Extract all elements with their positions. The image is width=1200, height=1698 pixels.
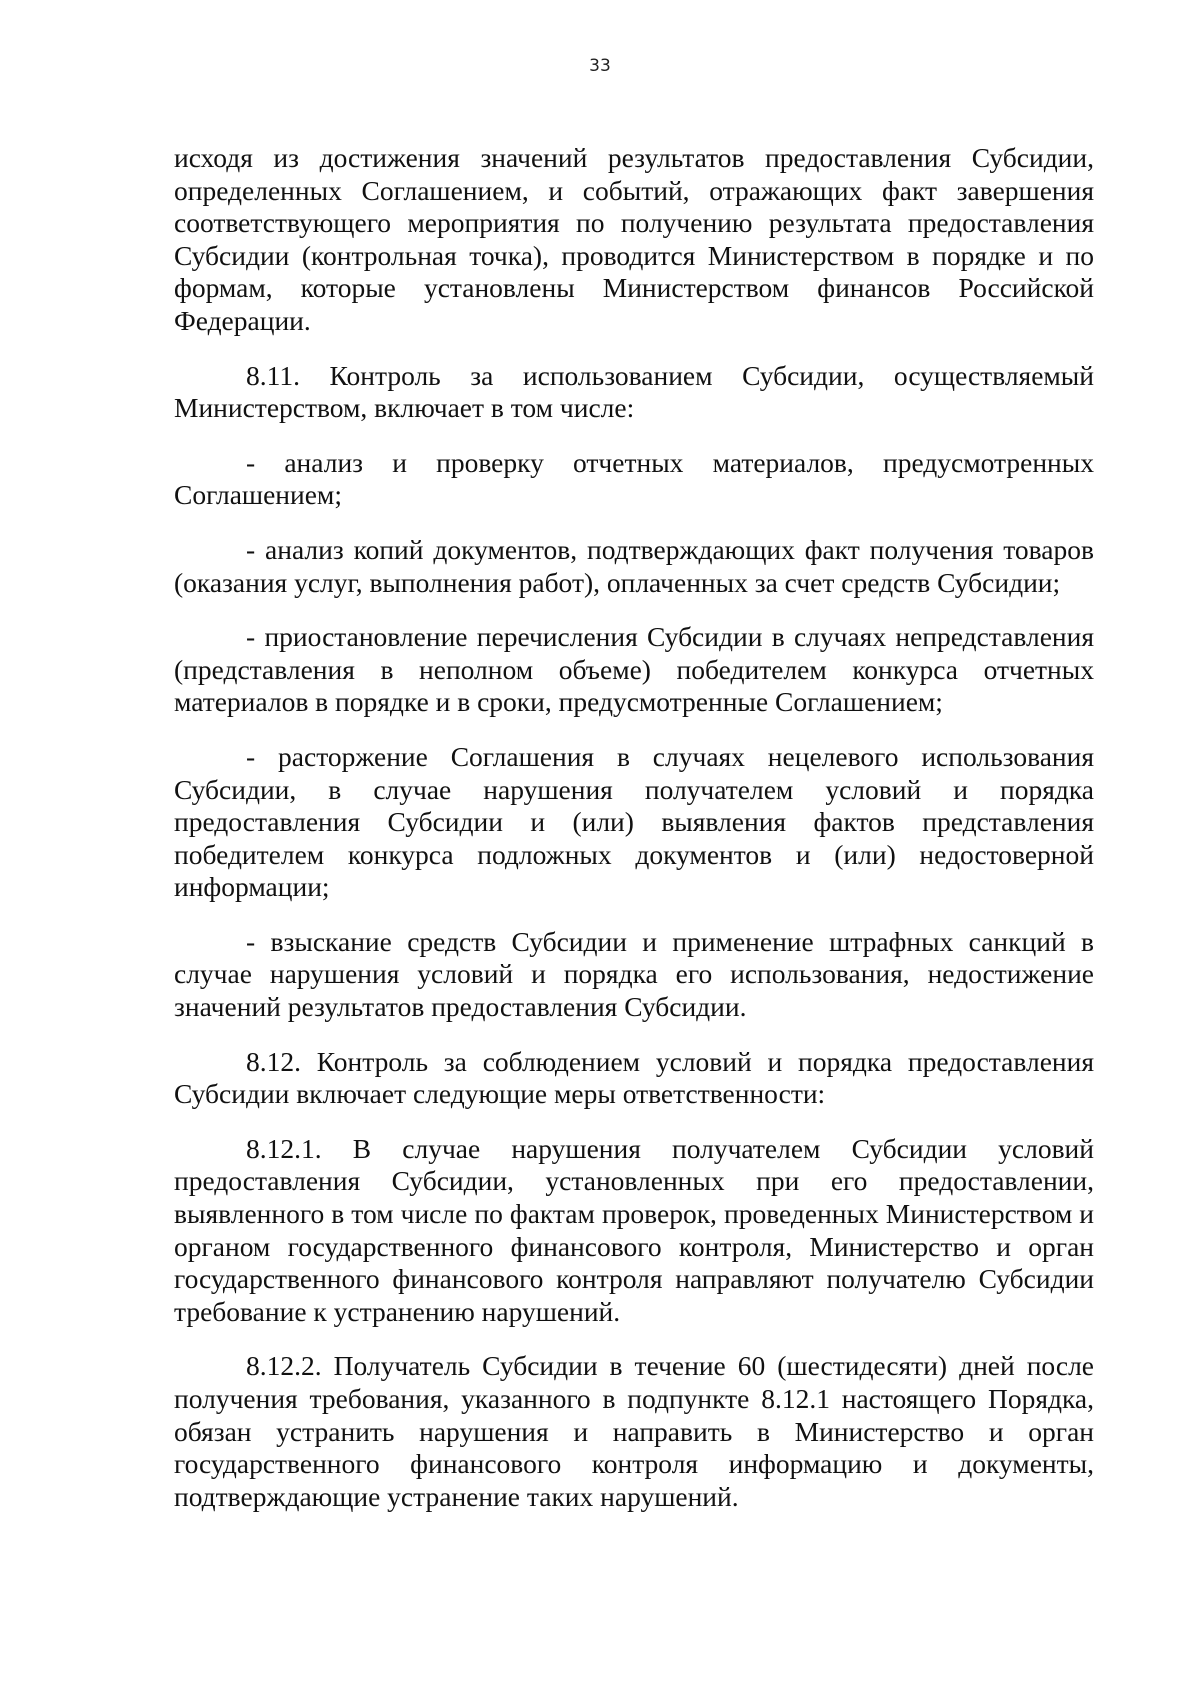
page-number: 33 [589,56,611,76]
list-item-termination: - расторжение Соглашения в случаях нецелевого использования Субсидии, в случае нарушения получателем условий и порядка предоставления Субсидии и (или) выявления фактов представления победителем конкурса подложных документов и (или) недостоверной информации; [174,740,1094,903]
paragraph-continuation: исходя из достижения значений результатов предоставления Субсидии, определенных Соглашением, и событий, отражающих факт завершения соответствующего мероприятия по получению результата предоставления Субсидии (контрольная точка), проводится Министерством в порядке и по формам, которые установлены Министерством финансов Российской Федерации. [174,142,1094,336]
paragraph-8-12-2: 8.12.2. Получатель Субсидии в течение 60 (шестидесяти) дней после получения требования, указанного в подпункте 8.12.1 настоящего Порядка, обязан устранить нарушения и направить в Министерство и орган государственного финансового контроля информацию и документы, подтверждающие устранение таких нарушений. [174,1350,1094,1512]
document-body [174,142,1094,1535]
list-item-recovery: - взыскание средств Субсидии и применение штрафных санкций в случае нарушения условий и порядка его использования, недостижение значений результатов предоставления Субсидии. [174,925,1094,1023]
list-item-analysis-documents: - анализ копий документов, подтверждающих факт получения товаров (оказания услуг, выполнения работ), оплаченных за счет средств Субсидии; [174,533,1094,598]
paragraph-8-12-1: 8.12.1. В случае нарушения получателем Субсидии условий предоставления Субсидии, установленных при его предоставлении, выявленного в том числе по фактам проверок, проведенных Министерством и органом государственного финансового контроля, Министерство и орган государственного финансового контроля направляют получателю Субсидии требование к устранению нарушений. [174,1132,1094,1327]
paragraph-8-12: 8.12. Контроль за соблюдением условий и порядка предоставления Субсидии включает следующие меры ответственности: [174,1045,1094,1110]
paragraph-8-11: 8.11. Контроль за использованием Субсидии, осуществляемый Министерством, включает в том числе: [174,359,1094,424]
list-item-suspension: - приостановление перечисления Субсидии в случаях непредставления (представления в неполном объеме) победителем конкурса отчетных материалов в порядке и в сроки, предусмотренные Соглашением; [174,621,1094,718]
list-item-analysis-reports: - анализ и проверку отчетных материалов, предусмотренных Соглашением; [174,446,1094,511]
